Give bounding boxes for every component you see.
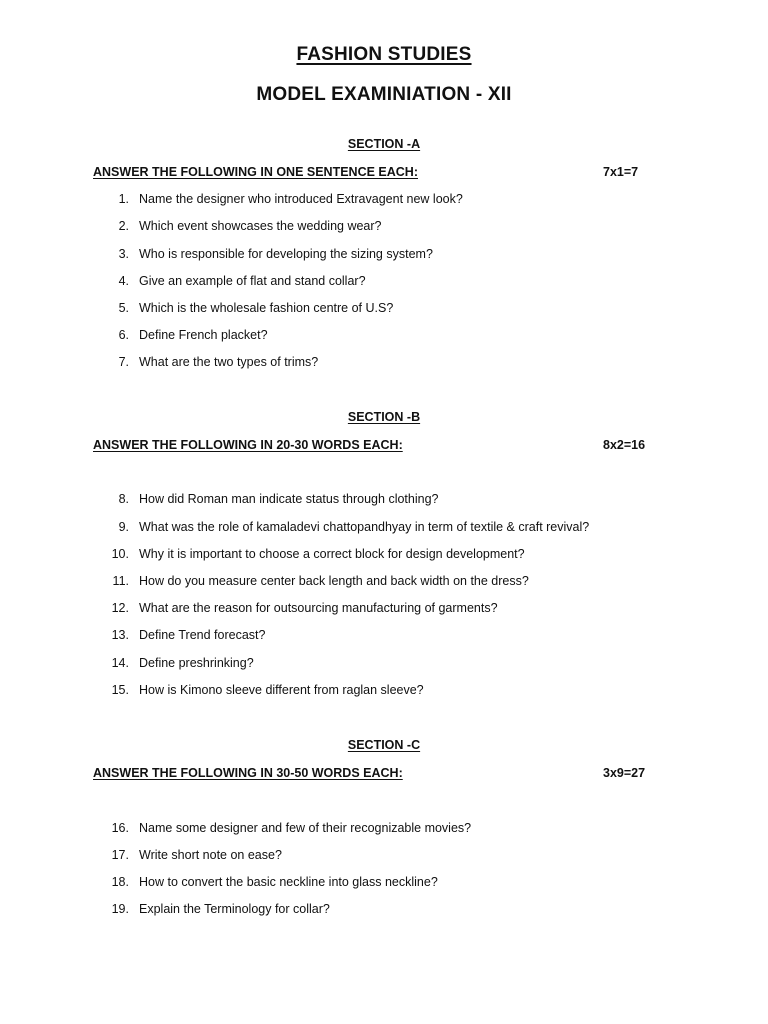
question-text: How do you measure center back length and back width on the dress? [139,574,529,588]
question-item [108,492,728,510]
question-number: 5. [118,301,129,315]
question-item [108,628,728,646]
question-number: 16. [111,821,129,835]
question-text: Give an example of flat and stand collar? [139,274,366,288]
question-item [108,683,728,701]
section-c-heading: SECTION -C [347,738,421,752]
question-text: Name some designer and few of their recognizable movies? [139,821,472,835]
question-item [108,520,728,538]
question-number: 19. [111,902,129,916]
question-text: Which event showcases the wedding wear? [139,219,382,233]
question-item [108,848,728,866]
question-item [108,219,728,237]
question-text: Write short note on ease? [139,848,282,862]
question-item [108,821,728,839]
question-text: How to convert the basic neckline into glass neckline? [139,875,438,889]
question-number: 3. [118,247,129,261]
question-text: Define French placket? [139,328,268,342]
section-c-instruction: ANSWER THE FOLLOWING IN 30-50 WORDS EACH: [93,766,403,780]
section-b-heading: SECTION -B [347,410,421,424]
question-text: What was the role of kamaladevi chattopandhyay in term of textile & craft revival? [139,520,590,534]
section-b-instruction: ANSWER THE FOLLOWING IN 20-30 WORDS EACH: [93,438,403,452]
section-b-marks: 8x2=16 [603,438,646,452]
section-a-marks: 7x1=7 [603,165,639,179]
question-number: 8. [118,492,129,506]
question-text: Who is responsible for developing the sizing system? [139,247,433,261]
question-number: 10. [111,547,129,561]
question-number: 7. [118,355,129,369]
question-item [108,274,728,292]
section-c-marks: 3x9=27 [603,766,646,780]
question-text: What are the reason for outsourcing manufacturing of garments? [139,601,498,615]
question-text: Why it is important to choose a correct block for design development? [139,547,525,561]
question-number: 4. [118,274,129,288]
question-text: Name the designer who introduced Extravagent new look? [139,192,463,206]
question-item [108,574,728,592]
question-number: 15. [111,683,129,697]
question-item [108,247,728,265]
question-number: 12. [111,601,129,615]
question-text: Explain the Terminology for collar? [139,902,330,916]
question-number: 1. [118,192,129,206]
question-text: Define Trend forecast? [139,628,266,642]
question-text: Which is the wholesale fashion centre of U.S? [139,301,394,315]
question-number: 13. [111,628,129,642]
section-c-instruction-row [93,766,673,784]
question-item [108,875,728,893]
question-item [108,301,728,319]
question-number: 11. [112,574,129,588]
question-number: 9. [118,520,129,534]
question-text: How is Kimono sleeve different from raglan sleeve? [139,683,424,697]
question-item [108,902,728,920]
question-number: 6. [118,328,129,342]
section-b-instruction-row [93,438,673,456]
question-number: 14. [111,656,129,670]
question-item [108,192,728,210]
question-item [108,355,728,373]
question-item [108,328,728,346]
exam-subtitle: MODEL EXAMINIATION - XII [256,84,512,105]
question-item [108,547,728,565]
section-a-instruction-row [93,165,673,183]
question-number: 18. [111,875,129,889]
question-text: How did Roman man indicate status through clothing? [139,492,439,506]
section-a-heading: SECTION -A [347,137,421,151]
document-title: FASHION STUDIES [296,44,472,65]
question-item [108,601,728,619]
question-number: 2. [118,219,129,233]
question-text: What are the two types of trims? [139,355,319,369]
question-number: 17. [111,848,129,862]
question-item [108,656,728,674]
section-a-instruction: ANSWER THE FOLLOWING IN ONE SENTENCE EACH: [93,165,418,179]
question-text: Define preshrinking? [139,656,254,670]
